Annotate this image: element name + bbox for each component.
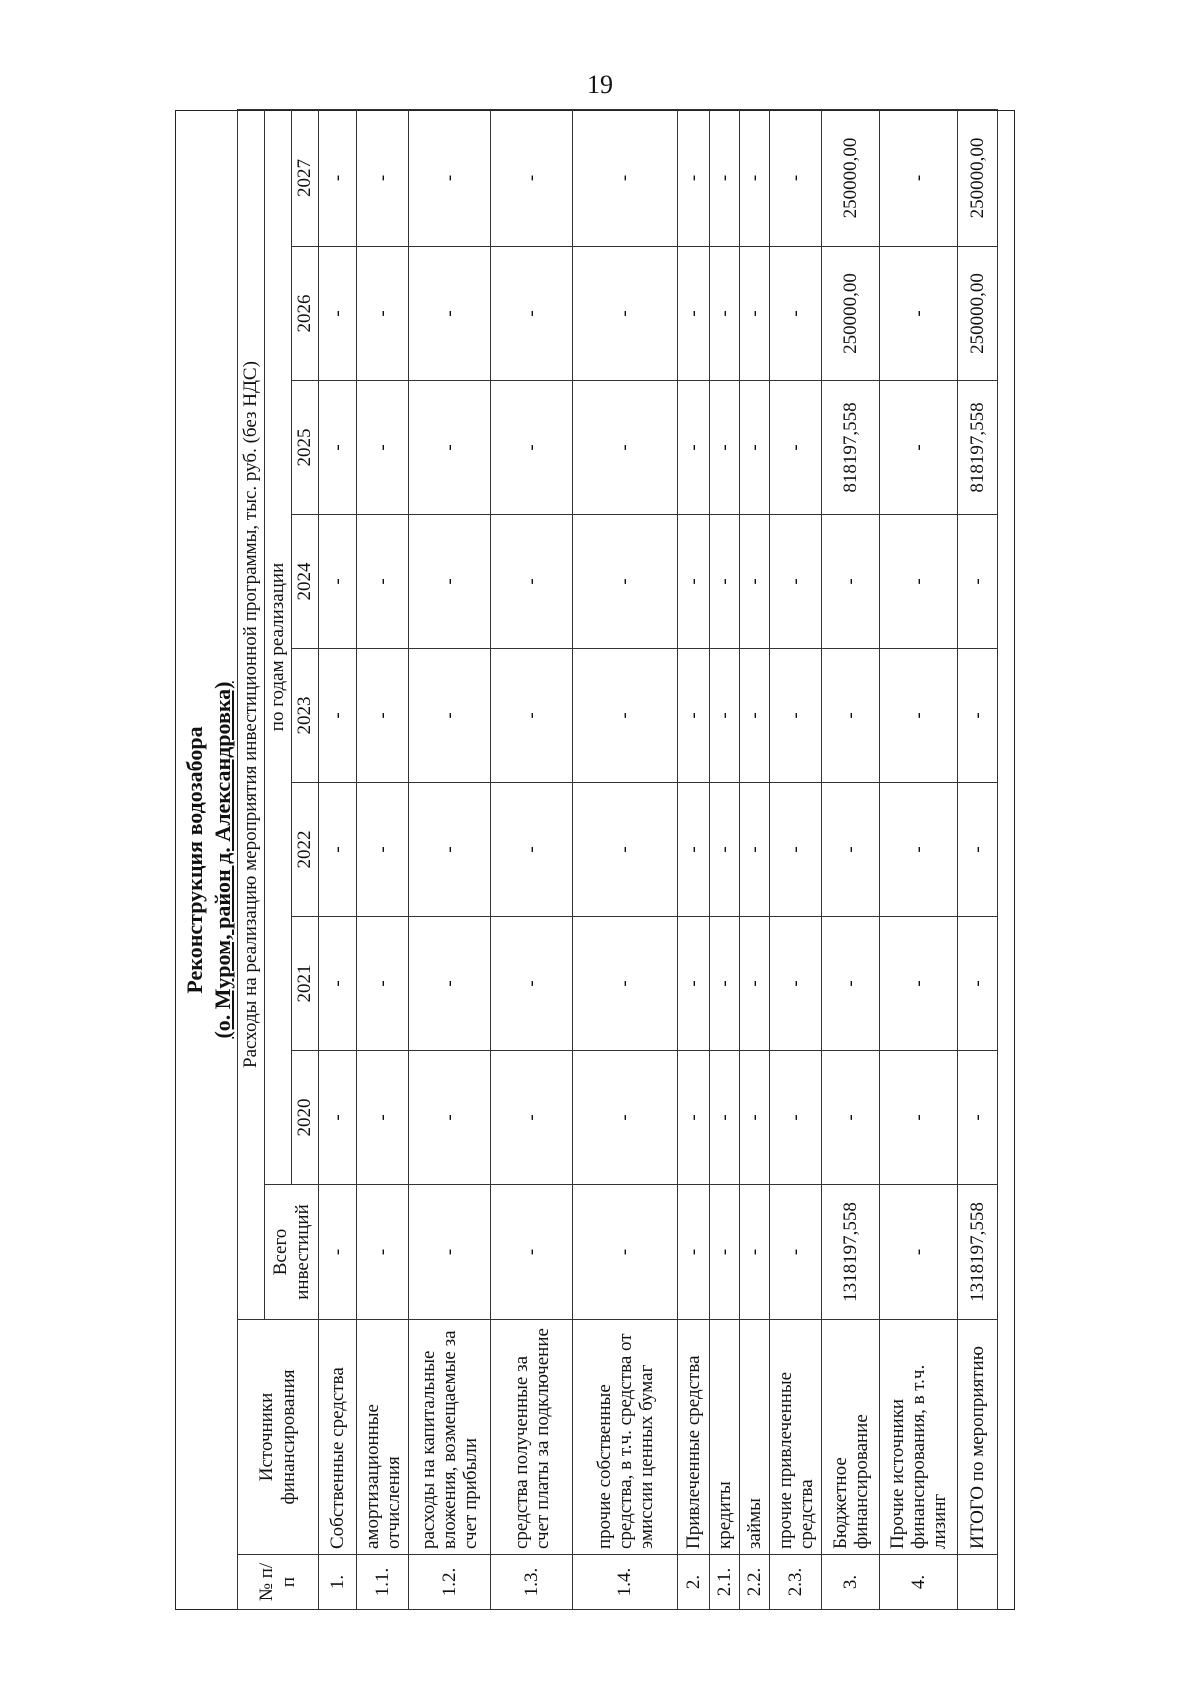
row-year-value: -	[678, 649, 710, 783]
row-year-value: -	[319, 247, 357, 381]
row-source: прочие привлеченные средства	[770, 1320, 822, 1555]
row-year-value: -	[822, 917, 880, 1051]
table-row	[357, 110, 409, 1610]
row-year-value: -	[319, 381, 357, 515]
row-year-value: -	[710, 110, 740, 247]
header-source: Источники финансирования	[238, 1320, 319, 1555]
financing-table	[237, 109, 998, 1610]
row-year-value: -	[678, 515, 710, 649]
row-number: 1.	[319, 1555, 357, 1610]
row-total: -	[319, 1185, 357, 1320]
table-row	[958, 110, 998, 1610]
row-year-value: -	[710, 247, 740, 381]
header-year: 2027	[292, 110, 319, 247]
row-source: средства полученные за счет платы за подключение	[491, 1320, 573, 1555]
row-year-value: -	[710, 1051, 740, 1185]
row-year-value: -	[958, 515, 998, 649]
table-row	[710, 110, 740, 1610]
row-year-value: -	[740, 247, 770, 381]
header-year: 2026	[292, 247, 319, 381]
row-year-value: -	[880, 783, 958, 917]
row-year-value: -	[409, 381, 491, 515]
row-number: 2.1.	[710, 1555, 740, 1610]
table-row	[880, 110, 958, 1610]
header-row-1	[238, 110, 265, 1610]
row-number: 1.1.	[357, 1555, 409, 1610]
row-year-value: -	[880, 381, 958, 515]
row-year-value: -	[958, 649, 998, 783]
table-row	[573, 110, 678, 1610]
row-year-value: -	[822, 1051, 880, 1185]
row-year-value: -	[319, 783, 357, 917]
row-source: Собственные средства	[319, 1320, 357, 1555]
row-year-value: -	[958, 917, 998, 1051]
row-total: -	[740, 1185, 770, 1320]
row-number	[958, 1555, 998, 1610]
row-source: Привлеченные средства	[678, 1320, 710, 1555]
row-year-value: -	[740, 381, 770, 515]
row-year-value: -	[880, 515, 958, 649]
header-year: 2024	[292, 515, 319, 649]
row-year-value: -	[710, 515, 740, 649]
row-source: расходы на капитальные вложения, возмещаемые за счет прибыли	[409, 1320, 491, 1555]
table-row	[822, 110, 880, 1610]
header-num: № п/п	[238, 1555, 319, 1610]
table-row	[740, 110, 770, 1610]
row-year-value: -	[770, 515, 822, 649]
row-year-value: -	[357, 381, 409, 515]
row-source: кредиты	[710, 1320, 740, 1555]
row-year-value: -	[770, 1051, 822, 1185]
row-total: 1318197,558	[822, 1185, 880, 1320]
header-year: 2025	[292, 381, 319, 515]
row-year-value: -	[880, 110, 958, 247]
row-year-value: -	[409, 247, 491, 381]
header-year: 2020	[292, 1051, 319, 1185]
table-row	[678, 110, 710, 1610]
row-number: 2.	[678, 1555, 710, 1610]
row-year-value: -	[678, 247, 710, 381]
row-year-value: -	[573, 515, 678, 649]
row-source: амортизационные отчисления	[357, 1320, 409, 1555]
row-number: 2.2.	[740, 1555, 770, 1610]
row-year-value: -	[319, 110, 357, 247]
title-line-2: (о. Муром, район д. Александровка)	[210, 681, 235, 1039]
row-year-value: -	[958, 783, 998, 917]
row-source: прочие собственные средства, в т.ч. средства от эмиссии ценных бумаг	[573, 1320, 678, 1555]
row-year-value: -	[678, 917, 710, 1051]
row-year-value: -	[678, 110, 710, 247]
row-year-value: -	[822, 649, 880, 783]
row-number: 4.	[880, 1555, 958, 1610]
row-year-value: -	[958, 1051, 998, 1185]
row-total: -	[880, 1185, 958, 1320]
row-year-value: -	[573, 783, 678, 917]
row-year-value: -	[880, 649, 958, 783]
row-year-value: -	[409, 110, 491, 247]
row-year-value: -	[573, 917, 678, 1051]
table-row	[319, 110, 357, 1610]
row-source: ИТОГО по мероприятию	[958, 1320, 998, 1555]
row-year-value: 250000,00	[958, 247, 998, 381]
row-total: -	[409, 1185, 491, 1320]
row-year-value: -	[491, 917, 573, 1051]
row-year-value: -	[357, 917, 409, 1051]
row-year-value: -	[880, 247, 958, 381]
row-year-value: -	[678, 381, 710, 515]
row-year-value: -	[491, 649, 573, 783]
row-year-value: -	[710, 381, 740, 515]
table-row	[409, 110, 491, 1610]
row-year-value: -	[491, 783, 573, 917]
row-year-value: -	[573, 1051, 678, 1185]
row-year-value: -	[710, 783, 740, 917]
row-total: -	[770, 1185, 822, 1320]
row-year-value: -	[409, 515, 491, 649]
row-year-value: 250000,00	[822, 247, 880, 381]
row-year-value: -	[491, 247, 573, 381]
row-year-value: -	[319, 649, 357, 783]
row-year-value: -	[740, 917, 770, 1051]
header-year: 2023	[292, 649, 319, 783]
header-year: 2021	[292, 917, 319, 1051]
row-year-value: -	[491, 381, 573, 515]
row-year-value: -	[409, 917, 491, 1051]
header-costs: Расходы на реализацию мероприятия инвестиционной программы, тыс. руб. (без НДС)	[238, 110, 265, 1320]
table-row	[770, 110, 822, 1610]
row-year-value: -	[770, 917, 822, 1051]
rotated-table-sheet	[175, 110, 1015, 1610]
row-year-value: -	[880, 917, 958, 1051]
table-row	[491, 110, 573, 1610]
row-number: 1.2.	[409, 1555, 491, 1610]
title-line-1: Реконструкция водозабора	[182, 726, 207, 994]
row-year-value: -	[770, 247, 822, 381]
row-year-value: -	[740, 515, 770, 649]
row-year-value: 818197,558	[822, 381, 880, 515]
row-year-value: -	[573, 110, 678, 247]
row-year-value: -	[710, 649, 740, 783]
row-year-value: -	[678, 1051, 710, 1185]
table-title	[181, 110, 237, 1610]
header-by-years: по годам реализации	[265, 110, 292, 1185]
row-year-value: -	[678, 783, 710, 917]
row-total: -	[357, 1185, 409, 1320]
row-year-value: -	[880, 1051, 958, 1185]
row-year-value: -	[357, 247, 409, 381]
row-year-value: -	[822, 515, 880, 649]
row-year-value: -	[491, 110, 573, 247]
row-year-value: -	[770, 381, 822, 515]
row-number: 1.3.	[491, 1555, 573, 1610]
row-year-value: -	[357, 1051, 409, 1185]
row-year-value: -	[740, 1051, 770, 1185]
row-year-value: -	[409, 783, 491, 917]
row-source: Прочие источники финансирования, в т.ч. лизинг	[880, 1320, 958, 1555]
row-year-value: -	[491, 1051, 573, 1185]
row-year-value: -	[822, 783, 880, 917]
row-year-value: 818197,558	[958, 381, 998, 515]
row-year-value: -	[740, 783, 770, 917]
row-year-value: 250000,00	[958, 110, 998, 247]
row-total: -	[678, 1185, 710, 1320]
row-year-value: -	[319, 515, 357, 649]
row-year-value: -	[573, 381, 678, 515]
row-year-value: -	[491, 515, 573, 649]
row-total: -	[573, 1185, 678, 1320]
row-total: -	[491, 1185, 573, 1320]
row-year-value: -	[710, 917, 740, 1051]
row-year-value: -	[740, 649, 770, 783]
row-year-value: -	[409, 1051, 491, 1185]
row-year-value: -	[573, 649, 678, 783]
row-year-value: -	[573, 247, 678, 381]
row-year-value: -	[319, 917, 357, 1051]
header-total: Всего инвестиций	[265, 1185, 319, 1320]
row-source: Бюджетное финансирование	[822, 1320, 880, 1555]
page-number: 19	[587, 70, 613, 99]
row-number: 3.	[822, 1555, 880, 1610]
row-total: 1318197,558	[958, 1185, 998, 1320]
row-year-value: -	[319, 1051, 357, 1185]
row-source: займы	[740, 1320, 770, 1555]
row-year-value: 250000,00	[822, 110, 880, 247]
row-year-value: -	[770, 649, 822, 783]
row-year-value: -	[409, 649, 491, 783]
row-year-value: -	[357, 515, 409, 649]
row-year-value: -	[357, 783, 409, 917]
row-year-value: -	[740, 110, 770, 247]
row-year-value: -	[770, 783, 822, 917]
row-total: -	[710, 1185, 740, 1320]
row-number: 1.4.	[573, 1555, 678, 1610]
header-year: 2022	[292, 783, 319, 917]
row-number: 2.3.	[770, 1555, 822, 1610]
row-year-value: -	[770, 110, 822, 247]
row-year-value: -	[357, 110, 409, 247]
row-year-value: -	[357, 649, 409, 783]
